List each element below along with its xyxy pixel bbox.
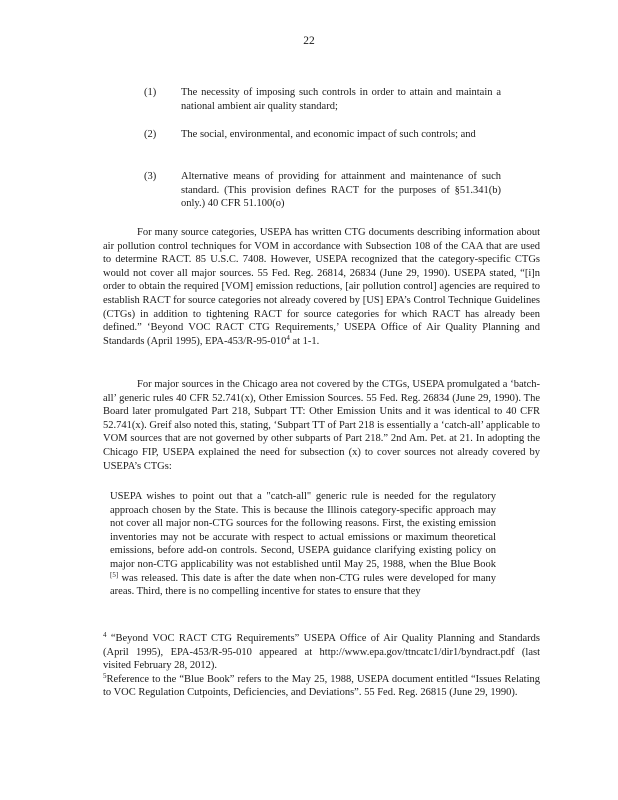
paragraph-text: For many source categories, USEPA has written CTG documents describing information about air pollution control techniques for VOM in accordance with Subsection 108 of the CAA that are used to determine RACT. 85 U.S.C. 7408. However, USEPA recognized that the category-specific CTGs would not cover all major sources. 55 Fed. Reg. 26814, 26834 (June 29, 1990). USEPA stated, “[i]n order to obtain the required [VOM] emission reductions, [air pollution control] agencies are required to establish RACT for source categories not already covered by [US] EPA’s Control Technique Guidelines (CTGs) in addition to tightening RACT for source categories for which RACT has already been defined.” ‘Beyond VOC RACT CTG Requirements,’ USEPA Office of Air Quality Planning and Standards (April 1995), EPA-453/R-95-010 (103, 227, 540, 347)
paragraph-text: at 1-1. (292, 335, 320, 347)
footnote-reference: 4 (286, 333, 290, 342)
list-item-text: Alternative means of providing for attainment and maintenance of such standard. (This provision defines RACT for the purposes of §51.341(b) only.) 40 CFR 51.100(o) (181, 171, 501, 210)
footnote-text: “Beyond VOC RACT CTG Requirements” USEPA Office of Air Quality Planning and Standards (April 1995), EPA-453/R-95-010 appeared at http://www.epa.gov/ttncatc1/dir1/byndract.pdf (last visited February 28, 2012). (103, 633, 540, 672)
list-item-text: The social, environmental, and economic impact of such controls; and (181, 129, 476, 140)
body-paragraph (103, 378, 540, 473)
footnote-marker: 4 (103, 631, 107, 639)
footnotes (103, 632, 540, 700)
list-item-number: (3) (144, 171, 157, 182)
footnote-marker: 5 (103, 671, 107, 680)
page-number: 22 (303, 35, 315, 47)
footnote (103, 673, 540, 700)
list-item-number: (1) (144, 87, 157, 98)
quote-text: was released. This date is after the date when non-CTG rules were developed for many areas. Third, there is no compelling incentive for states to ensure that they (110, 572, 496, 598)
paragraph-text: For major sources in the Chicago area not covered by the CTGs, USEPA promulgated a ‘batch-all’ generic rules 40 CFR 52.741(x), Other Emission Sources. 55 Fed. Reg. 26834 (June 29, 1990). The Board later promulgated Part 218, Subpart TT: Other Emission Units and it was identical to 40 CFR 52.741(x). Greif also noted this, stating, ‘Subpart TT of Part 218 is essentially a ‘catch-all’ applicable to VOM sources that are not governed by other subparts of Part 218.” 2nd Am. Pet. at 21. In adopting the Chicago FIP, USEPA explained the need for subsection (x) to cover sources not already covered by USEPA’s CTGs: (103, 379, 540, 472)
body-paragraph (103, 226, 540, 348)
block-quote (110, 490, 496, 599)
footnote (103, 632, 540, 673)
footnote-reference: [5] (110, 570, 119, 579)
quote-text: USEPA wishes to point out that a "catch-all" generic rule is needed for the regulatory approach chosen by the State. This is because the Illinois category-specific approach may not cover all major non-CTG sources for the following reasons. First, the existing emission inventories may not be accurate with respect to actual emissions or maximum theoretical emissions, before add-on controls. Second, USEPA guidance clarifying existing policy on major non-CTG applicability was not established until May 25, 1988, when the Blue Book (110, 491, 496, 570)
footnote-text: Reference to the “Blue Book” refers to the May 25, 1988, USEPA document entitled “Issues Relating to VOC Regulation Cutpoints, Deficiencies, and Deviations”. 55 Fed. Reg. 26815 (June 29, 1990). (103, 673, 540, 699)
list-item-text: The necessity of imposing such controls in order to attain and maintain a national ambient air quality standard; (181, 87, 501, 112)
list-item-number: (2) (144, 129, 157, 140)
